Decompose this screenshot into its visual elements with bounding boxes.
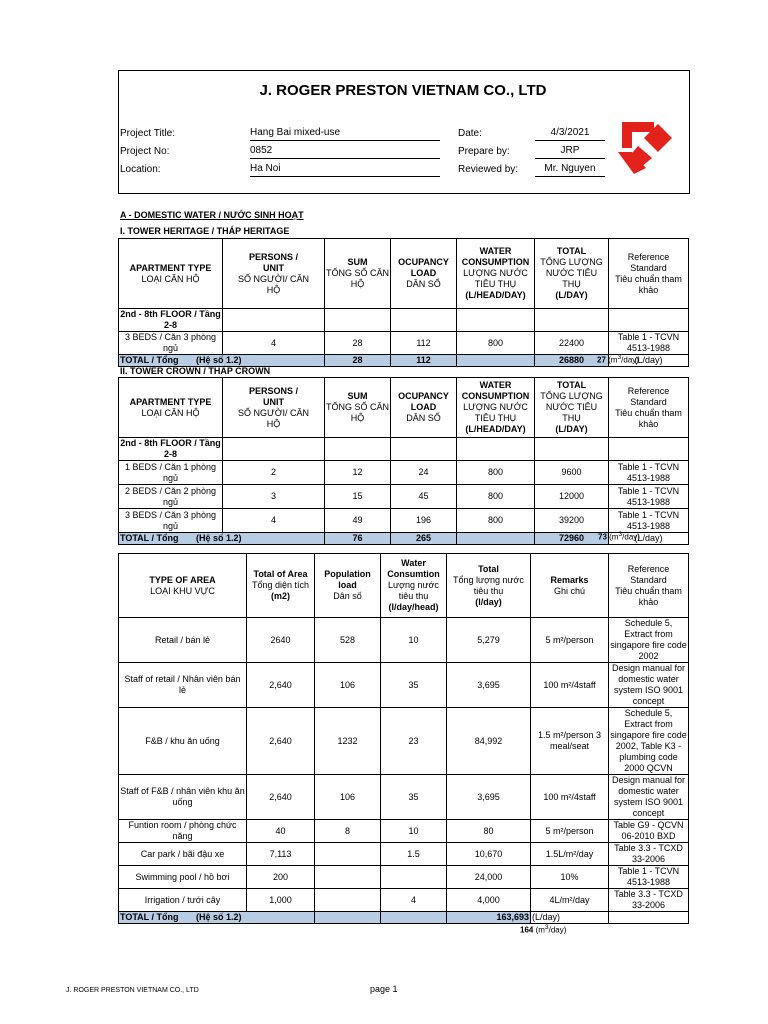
table-cell: 49 bbox=[325, 509, 391, 533]
table-cell bbox=[391, 438, 457, 461]
table-cell: 3,695 bbox=[447, 663, 531, 708]
table-cell: 28 bbox=[325, 332, 391, 355]
table-cell: 100 m²/4staff bbox=[531, 663, 609, 708]
table-cell: Water Consumtion Lượng nước tiêu thụ (l/day/head) bbox=[381, 554, 447, 618]
table-cell: 1.5 m²/person 3 meal/seat bbox=[531, 708, 609, 775]
tower1-header-row bbox=[119, 239, 689, 309]
table-cell: 2 bbox=[223, 461, 325, 485]
tower2-m3: 73 $(m^3/day)$ bbox=[598, 531, 640, 542]
table-cell: 10 bbox=[381, 820, 447, 843]
table-cell: Table G9 - QCVN 06-2010 BXD bbox=[609, 820, 689, 843]
table-cell: 10 bbox=[381, 618, 447, 663]
table-cell: 4 bbox=[381, 889, 447, 912]
table-row bbox=[119, 843, 689, 866]
table-cell: F&B / khu ăn uống bbox=[119, 708, 247, 775]
table-cell: APARTMENT TYPE LOẠI CĂN HỘ bbox=[119, 378, 223, 438]
table-cell: 3 BEDS / Căn 3 phòng ngủ bbox=[119, 332, 223, 355]
table-cell: 528 bbox=[315, 618, 381, 663]
table-cell: 163,693 bbox=[447, 912, 531, 924]
prepare-value: JRP bbox=[535, 144, 605, 159]
table-cell: OCUPANCY LOAD DÂN SỐ bbox=[391, 378, 457, 438]
table-cell bbox=[315, 866, 381, 889]
project-no-label: Project No: bbox=[120, 146, 170, 157]
table-cell: Reference Standard Tiêu chuẩn tham khảo bbox=[609, 378, 689, 438]
table-cell: Table 3.3 - TCXD 33-2006 bbox=[609, 889, 689, 912]
table-row bbox=[119, 663, 689, 708]
table-cell: 800 bbox=[457, 509, 535, 533]
table-row bbox=[119, 866, 689, 889]
table-cell: Table 1 - TCVN 4513-1988 bbox=[609, 332, 689, 355]
table-cell: Irrigation / tưới cây bbox=[119, 889, 247, 912]
table-cell: 84,992 bbox=[447, 708, 531, 775]
table-cell: 15 bbox=[325, 485, 391, 509]
table-cell: 2,640 bbox=[247, 775, 315, 820]
table-row bbox=[119, 708, 689, 775]
table-cell: 10% bbox=[531, 866, 609, 889]
table-cell: 3 BEDS / Căn 3 phòng ngủ bbox=[119, 509, 223, 533]
table-cell: 2,640 bbox=[247, 663, 315, 708]
table-cell bbox=[609, 912, 689, 924]
table-cell bbox=[457, 309, 535, 332]
table-cell: 4L/m²/day bbox=[531, 889, 609, 912]
table-cell: 39200 bbox=[535, 509, 609, 533]
location-label: Location: bbox=[120, 164, 161, 175]
table-cell: 12000 bbox=[535, 485, 609, 509]
table-cell: 4 bbox=[223, 332, 325, 355]
table-cell: WATER CONSUMPTION LƯỢNG NƯỚC TIÊU THỤ (L/HEAD/DAY) bbox=[457, 378, 535, 438]
table-cell bbox=[609, 309, 689, 332]
tower2-floor-row bbox=[119, 438, 689, 461]
table-cell: Staff of F&B / nhân viên khu ăn uống bbox=[119, 775, 247, 820]
table-cell: 265 bbox=[391, 533, 457, 545]
table-row bbox=[119, 509, 689, 533]
page-number: page 1 bbox=[370, 984, 398, 994]
table-cell: 1232 bbox=[315, 708, 381, 775]
table-cell: Remarks Ghi chú bbox=[531, 554, 609, 618]
location-value: Ha Noi bbox=[250, 162, 440, 177]
project-title-label: Project Title: bbox=[120, 128, 176, 139]
reviewed-label: Reviewed by: bbox=[458, 164, 519, 175]
table-cell: 2nd - 8th FLOOR / Tầng 2-8 bbox=[120, 438, 221, 459]
header-occupancy: OCUPANCY LOAD DÂN SỐ bbox=[391, 239, 457, 309]
table-cell: 24,000 bbox=[447, 866, 531, 889]
table-cell bbox=[535, 438, 609, 461]
table-cell: 23 bbox=[381, 708, 447, 775]
table-cell bbox=[315, 889, 381, 912]
tower1-table bbox=[118, 238, 689, 367]
table-row bbox=[119, 461, 689, 485]
table-cell: 5 m²/person bbox=[531, 618, 609, 663]
reviewed-value: Mr. Nguyen bbox=[535, 162, 605, 177]
table-cell: Retail / bán lẻ bbox=[119, 618, 247, 663]
table-cell: Staff of retail / Nhân viên bán lẻ bbox=[119, 663, 247, 708]
table-cell: Table 1 - TCVN 4513-1988 bbox=[609, 461, 689, 485]
table-cell: 1,000 bbox=[247, 889, 315, 912]
table-cell: 5 m²/person bbox=[531, 820, 609, 843]
table-cell: 1.5L/m²/day bbox=[531, 843, 609, 866]
table-cell bbox=[325, 309, 391, 332]
table-cell: Swimming pool / hồ bơi bbox=[119, 866, 247, 889]
area-total-row bbox=[119, 912, 689, 924]
company-logo-icon bbox=[614, 118, 676, 176]
table-cell: TOTAL / Tổng (Hệ số 1.2) bbox=[119, 355, 325, 367]
table-cell: 800 bbox=[457, 461, 535, 485]
footer-company: J. ROGER PRESTON VIETNAM CO., LTD bbox=[66, 987, 199, 994]
table-cell bbox=[223, 438, 325, 461]
table-cell: 22400 bbox=[535, 332, 609, 355]
table-cell: 5,279 bbox=[447, 618, 531, 663]
area-m3: 164 $(m^3/day)$ bbox=[520, 924, 567, 935]
table-cell: 100 m²/4staff bbox=[531, 775, 609, 820]
table-cell: 12 bbox=[325, 461, 391, 485]
area-table bbox=[118, 553, 689, 924]
table-cell: PERSONS / UNIT SỐ NGƯỜI/ CĂN HỘ bbox=[223, 378, 325, 438]
header-total: TOTAL TỔNG LƯỢNG NƯỚC TIÊU THỤ (L/DAY) bbox=[535, 239, 609, 309]
tower1-title: I. TOWER HERITAGE / THÁP HERITAGE bbox=[120, 226, 290, 236]
header-reference: Reference Standard Tiêu chuẩn tham khảo bbox=[609, 239, 689, 309]
table-cell: 4 bbox=[223, 509, 325, 533]
table-cell: TYPE OF AREA LOẠI KHU VỰC bbox=[119, 554, 247, 618]
table-cell bbox=[609, 438, 689, 461]
table-cell: 9600 bbox=[535, 461, 609, 485]
table-cell: 80 bbox=[447, 820, 531, 843]
table-cell: 1.5 bbox=[381, 843, 447, 866]
table-cell: Schedule 5, Extract from singapore fire code 2002, Table K3 - plumbing code 2000 QCVN bbox=[610, 708, 687, 773]
table-cell: Table 3.3 - TCXD 33-2006 bbox=[609, 843, 689, 866]
table-cell: 45 bbox=[391, 485, 457, 509]
table-cell: 3 bbox=[223, 485, 325, 509]
tower2-table bbox=[118, 377, 689, 545]
table-cell: 4,000 bbox=[447, 889, 531, 912]
table-cell bbox=[457, 533, 535, 545]
table-cell: 196 bbox=[391, 509, 457, 533]
table-cell bbox=[315, 912, 381, 924]
table-cell: Table 1 - TCVN 4513-1988 bbox=[609, 485, 689, 509]
table-cell: 8 bbox=[315, 820, 381, 843]
table-cell: 106 bbox=[315, 663, 381, 708]
table-row bbox=[119, 820, 689, 843]
table-cell bbox=[535, 309, 609, 332]
table-row bbox=[119, 775, 689, 820]
table-cell bbox=[381, 866, 447, 889]
tower2-header-row bbox=[119, 378, 689, 438]
table-cell: 40 bbox=[247, 820, 315, 843]
table-cell: 26880 bbox=[535, 355, 609, 367]
table-cell: 76 bbox=[325, 533, 391, 545]
area-header-row bbox=[119, 554, 689, 618]
table-cell: TOTAL / Tổng (Hệ số 1.2) bbox=[119, 912, 315, 924]
table-cell: Table 1 - TCVN 4513-1988 bbox=[609, 509, 689, 533]
table-cell bbox=[457, 438, 535, 461]
tower1-floor-row bbox=[119, 309, 689, 332]
table-cell: 2 BEDS / Căn 2 phòng ngủ bbox=[119, 485, 223, 509]
section-a-title: A - DOMESTIC WATER / NƯỚC SINH HOẠT bbox=[120, 210, 304, 220]
table-cell: 24 bbox=[391, 461, 457, 485]
tower1-m3: 27 $(m^3/day)$ bbox=[597, 354, 639, 365]
table-cell: (L/day) bbox=[609, 533, 689, 545]
table-cell bbox=[223, 309, 325, 332]
table-cell: 35 bbox=[381, 663, 447, 708]
project-no-value: 0852 bbox=[250, 144, 440, 159]
tower2-title: II. TOWER CROWN / THÁP CROWN bbox=[120, 366, 271, 376]
prepare-label: Prepare by: bbox=[458, 146, 510, 157]
table-row bbox=[119, 332, 689, 355]
table-cell: (L/day) bbox=[531, 912, 609, 924]
table-cell bbox=[315, 843, 381, 866]
date-label: Date: bbox=[458, 128, 482, 139]
table-cell: 800 bbox=[457, 485, 535, 509]
table-cell bbox=[325, 438, 391, 461]
date-value: 4/3/2021 bbox=[535, 126, 605, 141]
table-row bbox=[119, 485, 689, 509]
table-cell: (L/day) bbox=[609, 355, 689, 367]
table-cell: Table 1 - TCVN 4513-1988 bbox=[609, 866, 689, 889]
table-cell: 112 bbox=[391, 355, 457, 367]
table-cell: Funtion room / phòng chức năng bbox=[119, 820, 247, 843]
table-cell: Design manual for domestic water system ISO 9001 concept bbox=[609, 663, 689, 708]
table-cell: 35 bbox=[381, 775, 447, 820]
table-cell: Car park / bãi đậu xe bbox=[119, 843, 247, 866]
header-water: WATER CONSUMPTION LƯỢNG NƯỚC TIÊU THỤ (L/HEAD/DAY) bbox=[457, 239, 535, 309]
table-cell: Design manual for domestic water system ISO 9001 concept bbox=[609, 775, 689, 820]
table-cell: 10,670 bbox=[447, 843, 531, 866]
table-cell: 800 bbox=[457, 332, 535, 355]
table-cell: 3,695 bbox=[447, 775, 531, 820]
table-cell: 2640 bbox=[247, 618, 315, 663]
table-cell: 1 BEDS / Căn 1 phòng ngủ bbox=[119, 461, 223, 485]
table-row bbox=[119, 618, 689, 663]
table-cell: Population load Dân số bbox=[315, 554, 381, 618]
header-apartment-type: APARTMENT TYPE LOẠI CĂN HỘ bbox=[119, 239, 223, 309]
header-sum: SUM TỔNG SỐ CĂN HỘ bbox=[325, 239, 391, 309]
header-persons: PERSONS / UNIT SỐ NGƯỜI/ CĂN HỘ bbox=[223, 239, 325, 309]
table-cell: 200 bbox=[247, 866, 315, 889]
table-cell bbox=[381, 912, 447, 924]
table-cell: Total of Area Tổng diện tích (m2) bbox=[247, 554, 315, 618]
table-cell: 2,640 bbox=[247, 708, 315, 775]
table-cell: 28 bbox=[325, 355, 391, 367]
table-cell: 112 bbox=[391, 332, 457, 355]
table-row bbox=[119, 889, 689, 912]
table-cell: TOTAL TỔNG LƯỢNG NƯỚC TIÊU THỤ (L/DAY) bbox=[535, 378, 609, 438]
company-title: J. ROGER PRESTON VIETNAM CO., LTD bbox=[259, 82, 547, 99]
project-title-value: Hang Bai mixed-use bbox=[250, 126, 440, 141]
floor-label: 2nd - 8th FLOOR / Tầng 2-8 bbox=[120, 309, 221, 330]
table-cell bbox=[457, 355, 535, 367]
table-cell: TOTAL / Tổng (Hệ số 1.2) bbox=[119, 533, 325, 545]
table-cell: SUM TỔNG SỐ CĂN HỘ bbox=[325, 378, 391, 438]
table-cell: 72960 bbox=[535, 533, 609, 545]
table-cell: Reference Standard Tiêu chuẩn tham khảo bbox=[609, 554, 689, 618]
table-cell: Total Tổng lượng nước tiêu thụ (l/day) bbox=[447, 554, 531, 618]
table-cell bbox=[391, 309, 457, 332]
table-cell: 7,113 bbox=[247, 843, 315, 866]
table-cell: Schedule 5, Extract from singapore fire code 2002 bbox=[610, 618, 687, 661]
table-cell: 106 bbox=[315, 775, 381, 820]
